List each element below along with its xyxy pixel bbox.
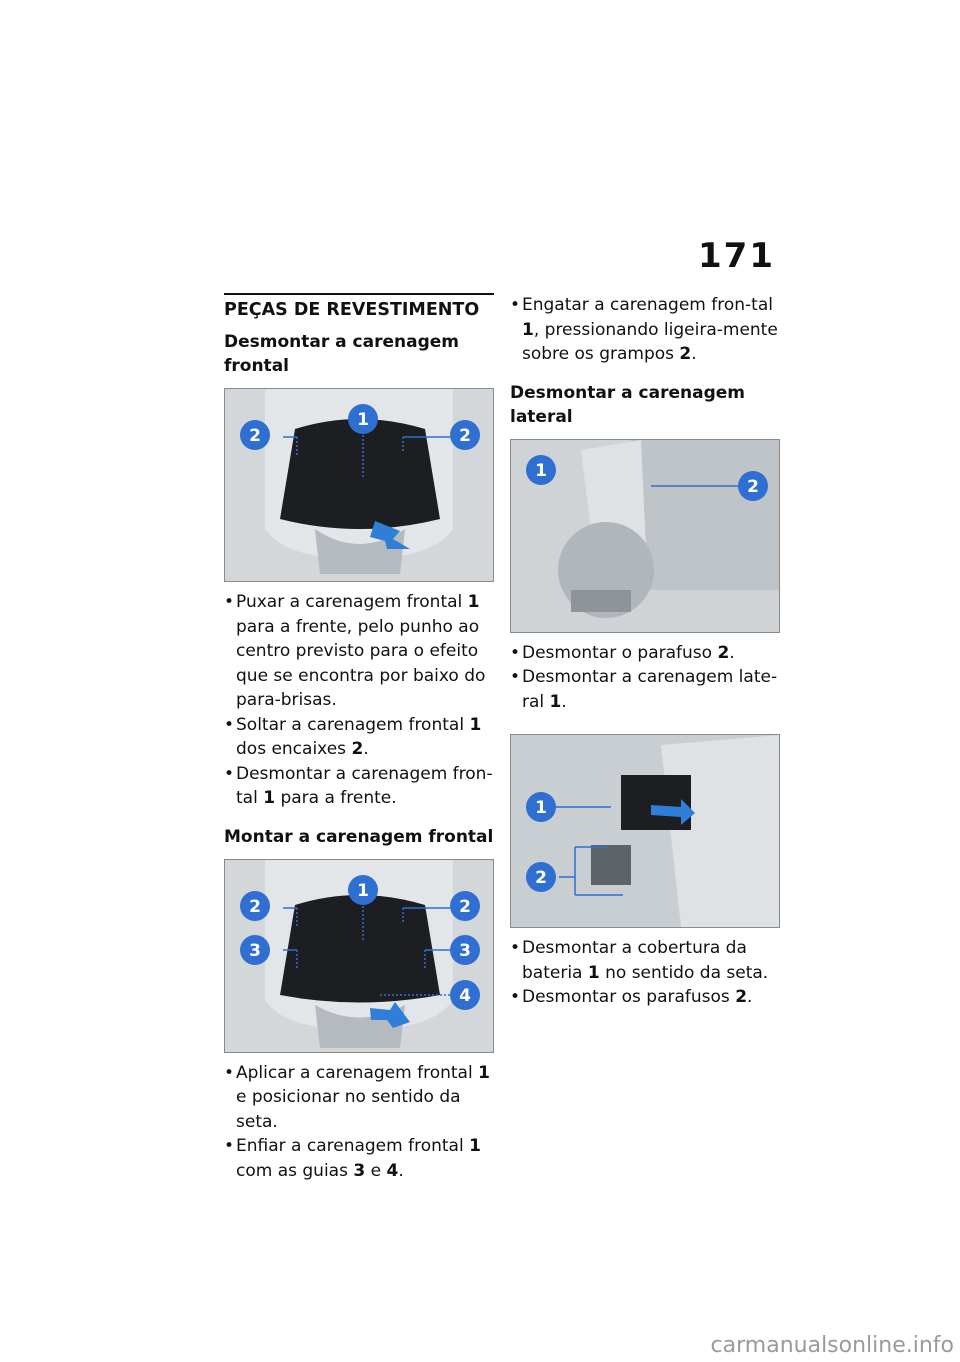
front-fairing-illustration (225, 389, 493, 581)
callout-1: 1 (535, 798, 547, 818)
callout-3-left: 3 (249, 940, 261, 961)
step-item: • Soltar a carenagem frontal 1 dos encaixes 2. (224, 713, 494, 762)
steps-engage-front-fairing (510, 293, 780, 367)
callout-2-right: 2 (459, 896, 471, 917)
steps-remove-side-fairing (510, 641, 780, 715)
left-column (224, 293, 494, 1197)
callout-2: 2 (535, 868, 547, 888)
side-fairing-illustration (511, 440, 779, 632)
right-column (510, 293, 780, 1024)
callout-2-left: 2 (249, 896, 261, 917)
figure-front-fairing-remove (224, 388, 494, 582)
step-item: • Desmontar o parafuso 2. (510, 641, 780, 666)
step-item: • Desmontar a carenagem fron-tal 1 para a frente. (224, 762, 494, 811)
heading-remove-side-fairing: Desmontar a carenagem lateral (510, 382, 745, 427)
step-item: • Enfiar a carenagem frontal 1 com as guias 3 e 4. (224, 1134, 494, 1183)
battery-cover-illustration (511, 735, 779, 927)
step-item: • Puxar a carenagem frontal 1 para a frente, pelo punho ao centro previsto para o efeito que se encontra por baixo do para-brisas. (224, 590, 494, 713)
figure-battery-cover-remove (510, 734, 780, 928)
callout-1: 1 (357, 410, 369, 430)
step-item: • Engatar a carenagem fron-tal 1, pressionando ligeira-mente sobre os grampos 2. (510, 293, 780, 367)
heading-remove-front-fairing: Desmontar a carenagem frontal (224, 332, 459, 376)
callout-2-left: 2 (249, 426, 261, 446)
watermark: carmanualsonline.info (710, 1333, 954, 1358)
steps-remove-battery-cover (510, 936, 780, 1010)
step-item: • Aplicar a carenagem frontal 1 e posicionar no sentido da seta. (224, 1061, 494, 1135)
steps-install-front-fairing (224, 1061, 494, 1184)
step-item: • Desmontar a cobertura da bateria 1 no sentido da seta. (510, 936, 780, 985)
page-number: 171 (698, 236, 775, 276)
callout-2-right: 2 (459, 426, 471, 446)
figure-front-fairing-install (224, 859, 494, 1053)
step-item: • Desmontar os parafusos 2. (510, 985, 780, 1010)
callout-1: 1 (535, 460, 547, 481)
figure-side-fairing-remove (510, 439, 780, 633)
callout-3-right: 3 (459, 940, 471, 961)
heading-install-front-fairing: Montar a carenagem frontal (224, 826, 494, 847)
callout-4: 4 (459, 985, 471, 1006)
step-item: • Desmontar a carenagem late-ral 1. (510, 665, 780, 714)
callout-2: 2 (747, 476, 759, 497)
front-fairing-install-illustration (225, 860, 493, 1052)
steps-remove-front-fairing (224, 590, 494, 811)
section-title: PEÇAS DE REVESTIMENTO (224, 293, 494, 320)
callout-1: 1 (357, 880, 369, 901)
